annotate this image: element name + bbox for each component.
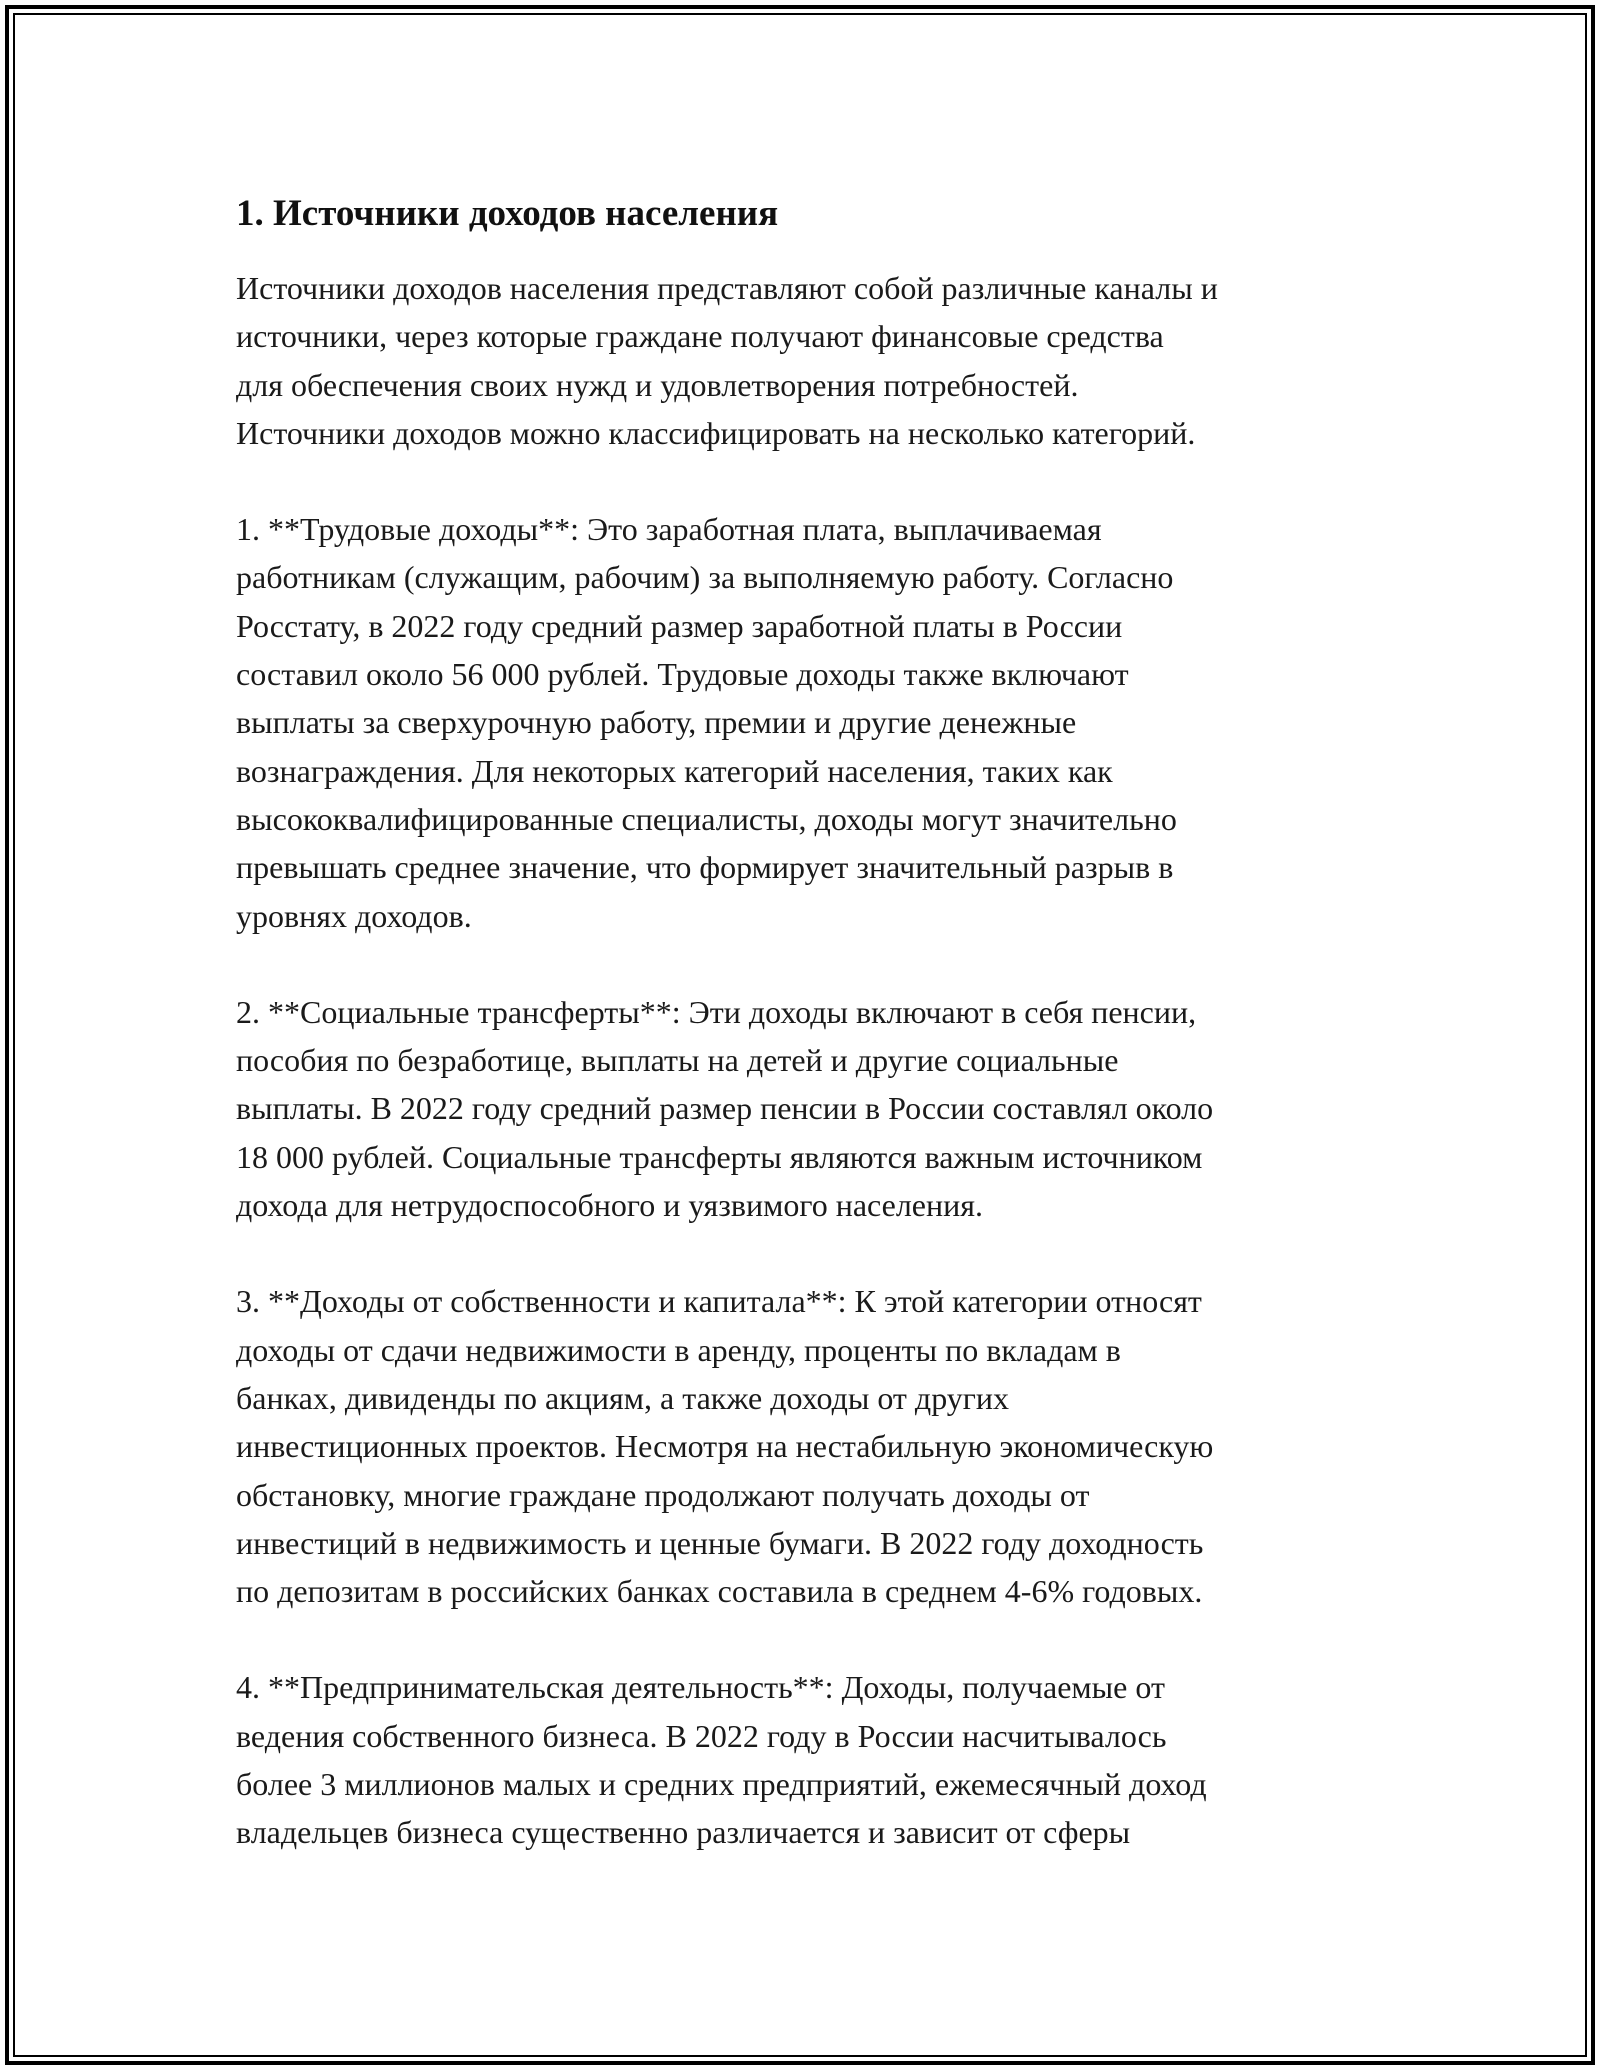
text-line: более 3 миллионов малых и средних предприятий, ежемесячный доход [236,1766,1207,1803]
text-line: выплаты за сверхурочную работу, премии и другие денежные [236,704,1077,741]
text-line: дохода для нетрудоспособного и уязвимого населения. [236,1187,983,1224]
text-line: пособия по безработице, выплаты на детей и другие социальные [236,1042,1119,1079]
intro-paragraph [236,264,1396,457]
section-heading: 1. Источники доходов населения [236,193,779,234]
text-line: банках, дивиденды по акциям, а также доходы от других [236,1379,1010,1416]
text-line: для обеспечения своих нужд и удовлетворения потребностей. [236,366,1079,403]
document-body [236,186,1396,1905]
text-line: Источники доходов можно классифицировать на несколько категорий. [236,414,1196,451]
text-line: 18 000 рублей. Социальные трансферты являются важным источником [236,1138,1203,1175]
text-line: вознаграждения. Для некоторых категорий населения, таких как [236,752,1113,789]
text-line: составил около 56 000 рублей. Трудовые доходы также включают [236,656,1129,693]
text-line: 4. **Предпринимательская деятельность**: Доходы, получаемые от [236,1669,1165,1706]
text-line: ведения собственного бизнеса. В 2022 году в России насчитывалось [236,1717,1167,1754]
text-line: уровнях доходов. [236,897,472,934]
property-income-paragraph [236,1277,1396,1615]
text-line: 2. **Социальные трансферты**: Эти доходы включают в себя пенсии, [236,993,1197,1030]
text-line: превышать среднее значение, что формирует значительный разрыв в [236,849,1174,886]
text-line: владельцев бизнеса существенно различается и зависит от сферы [236,1814,1131,1851]
text-line: инвестиций в недвижимость и ценные бумаги. В 2022 году доходность [236,1524,1204,1561]
labor-income-paragraph [236,505,1396,940]
text-line: 1. **Трудовые доходы**: Это заработная плата, выплачиваемая [236,511,1102,548]
text-line: 3. **Доходы от собственности и капитала**: К этой категории относят [236,1283,1202,1320]
text-line: по депозитам в российских банках составила в среднем 4-6% годовых. [236,1573,1203,1610]
text-line: высококвалифицированные специалисты, доходы могут значительно [236,800,1177,837]
entrepreneurship-paragraph [236,1663,1396,1856]
text-line: источники, через которые граждане получают финансовые средства [236,318,1164,355]
text-line: инвестиционных проектов. Несмотря на нестабильную экономическую [236,1428,1214,1465]
social-transfers-paragraph [236,988,1396,1229]
text-line: выплаты. В 2022 году средний размер пенсии в России составлял около [236,1090,1214,1127]
text-line: доходы от сдачи недвижимости в аренду, проценты по вкладам в [236,1331,1121,1368]
text-line: обстановку, многие граждане продолжают получать доходы от [236,1476,1090,1513]
text-line: работникам (служащим, рабочим) за выполняемую работу. Согласно [236,559,1174,596]
text-line: Росстату, в 2022 году средний размер заработной платы в России [236,607,1123,644]
text-line: Источники доходов населения представляют собой различные каналы и [236,270,1218,306]
